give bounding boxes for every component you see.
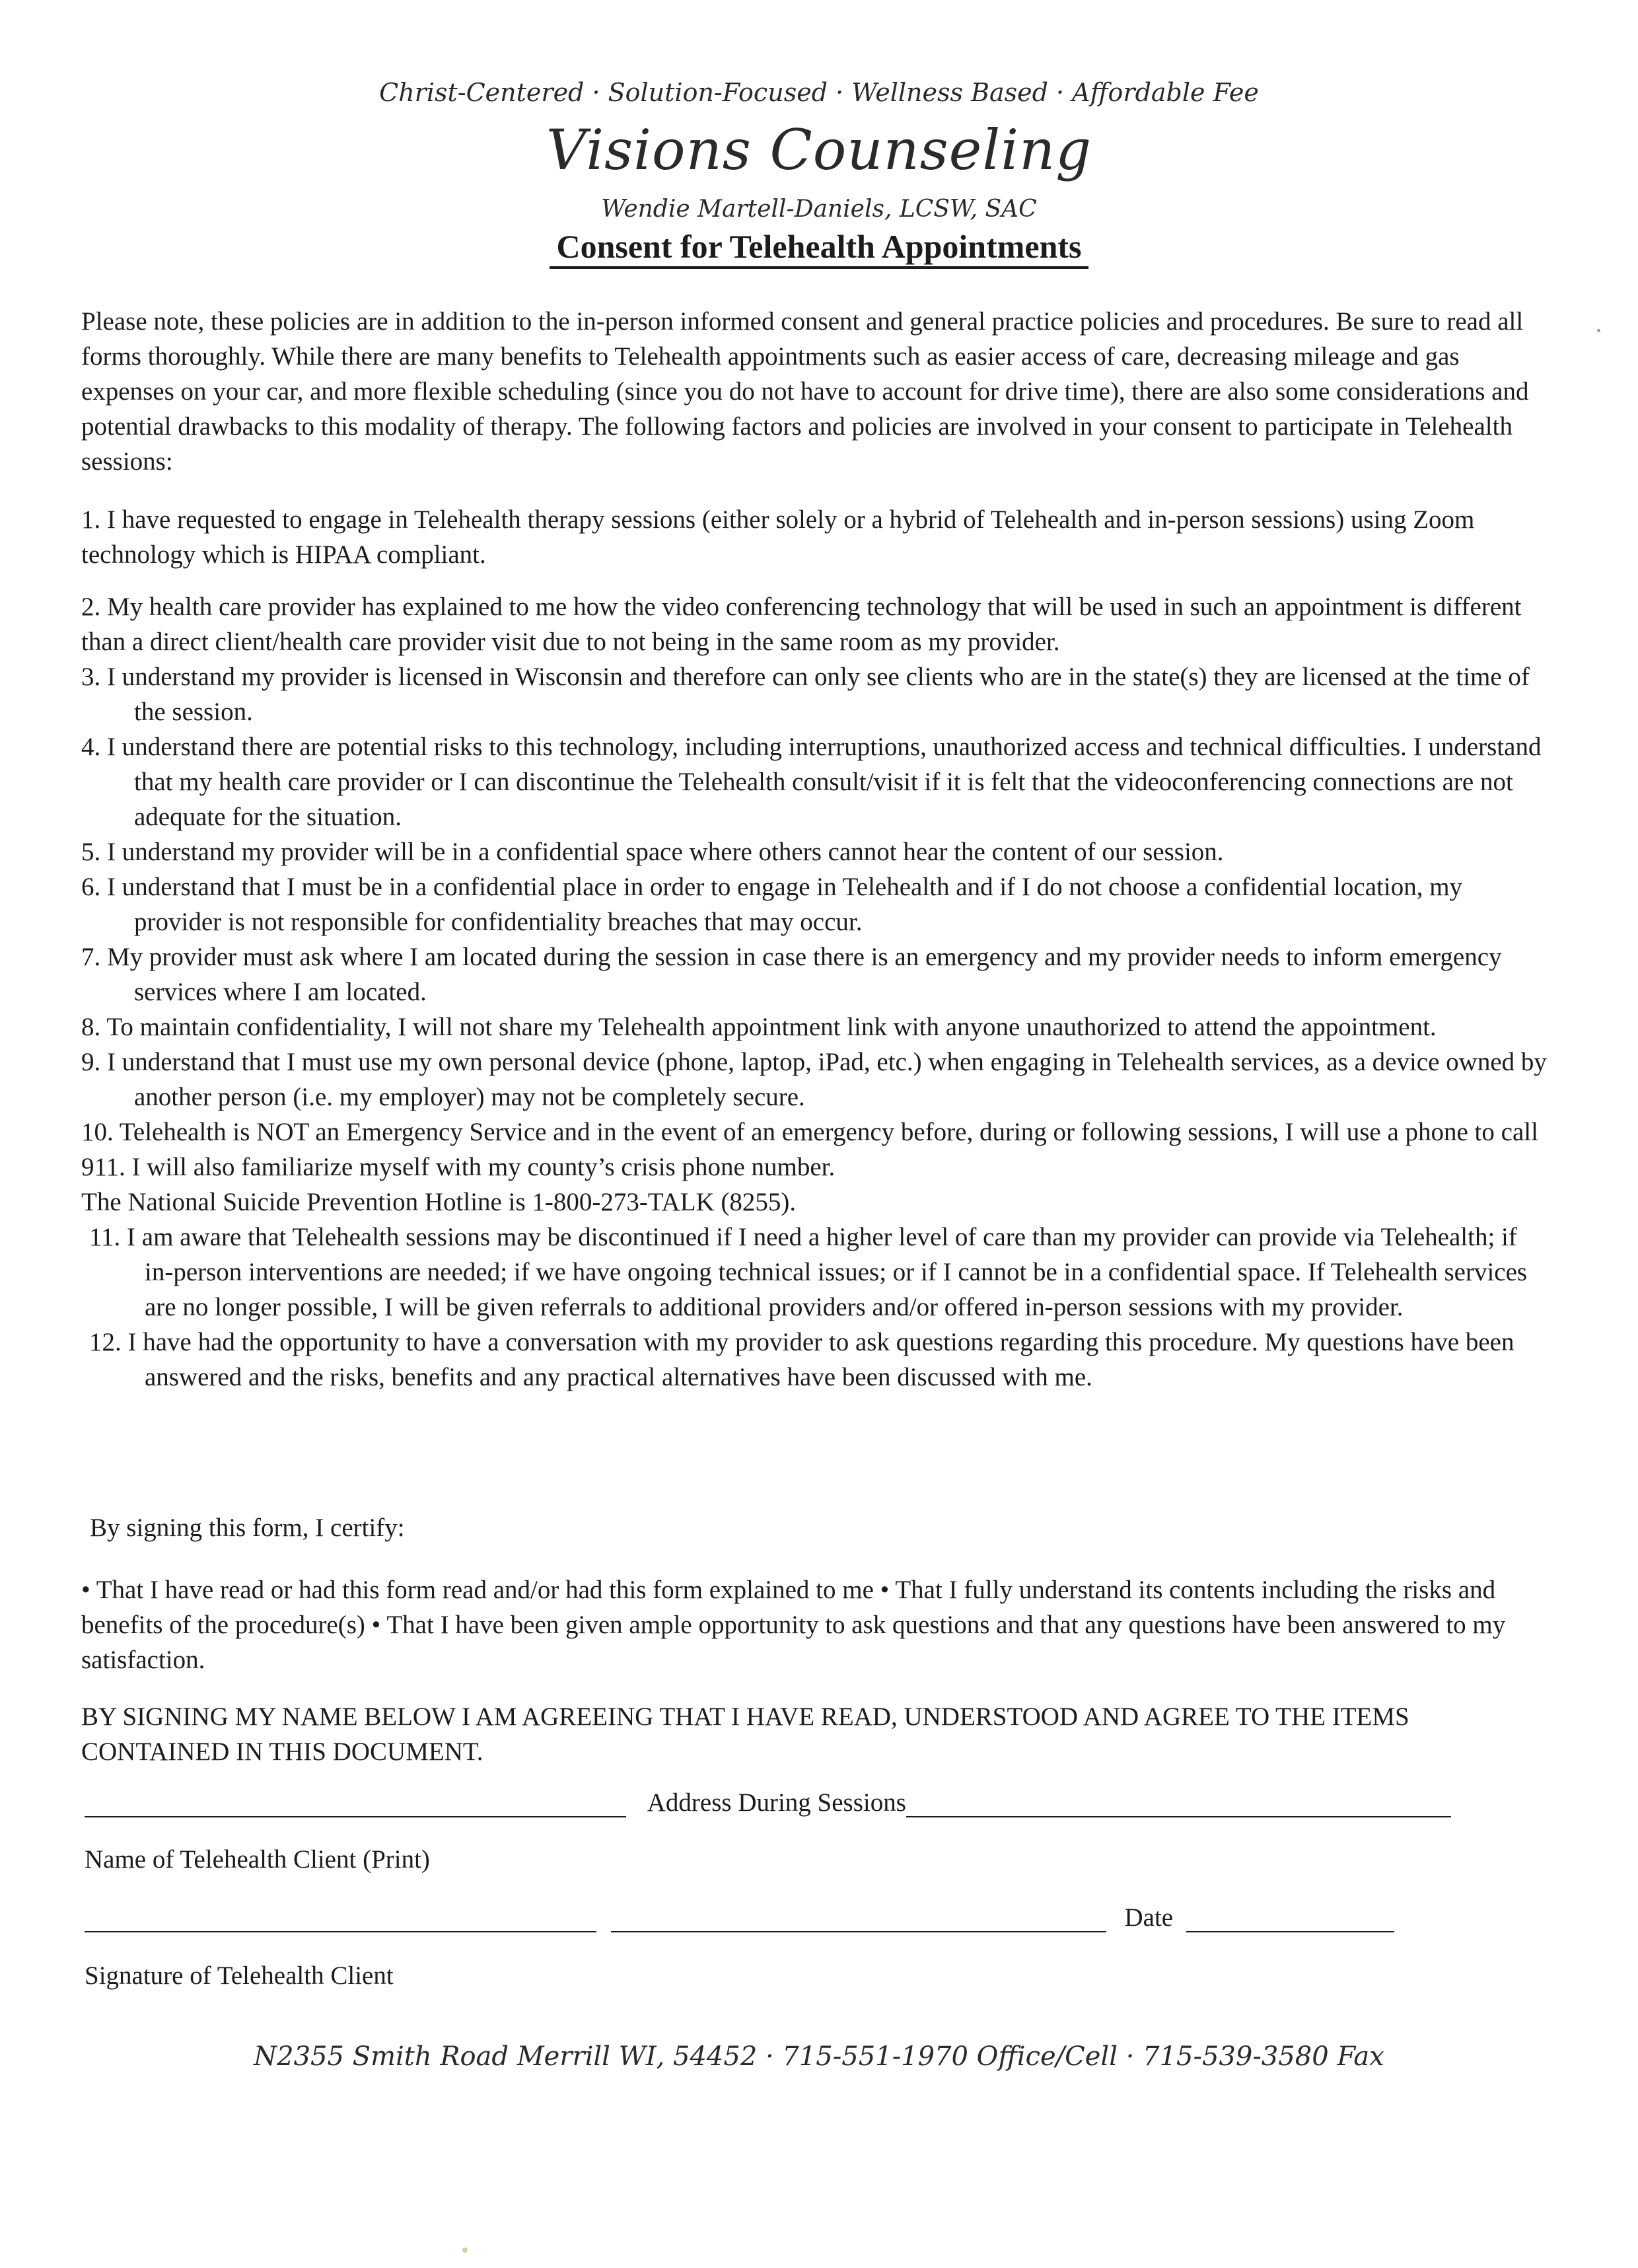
policy-item-3: 3. I understand my provider is licensed in Wisconsin and therefore can only see clients who are in the state(s) they are licensed at the time of the session. [81, 663, 1530, 726]
signature-date-row [85, 1903, 1394, 1932]
practice-contact-footer: N2355 Smith Road Merrill WI, 54452 · 715-551-1970 Office/Cell · 715-539-3580 Fax [254, 2041, 1384, 2072]
policy-item-5: 5. I understand my provider will be in a confidential space where others cannot hear the content of our session. [81, 838, 1224, 866]
practice-tagline: Christ-Centered · Solution-Focused · Wellness Based · Affordable Fee [379, 78, 1259, 107]
second-signature-line[interactable] [611, 1905, 1106, 1932]
client-name-caption: Name of Telehealth Client (Print) [85, 1845, 430, 1874]
client-name-line[interactable] [85, 1790, 626, 1817]
provider-credentials: Wendie Martell-Daniels, LCSW, SAC [601, 196, 1037, 223]
agreement-statement: BY SIGNING MY NAME BELOW I AM AGREEING THAT I HAVE READ, UNDERSTOOD AND AGREE TO THE ITEMS CONTAINED IN THIS DOCUMENT. [81, 1702, 1409, 1766]
policy-item-7: 7. My provider must ask where I am located during the session in case there is an emergency and my provider needs to inform emergency services where I am located. [81, 943, 1502, 1006]
policy-item-8: 8. To maintain confidentiality, I will not share my Telehealth appointment link with anyone unauthorized to attend the appointment. [81, 1013, 1437, 1041]
policy-item-2: 2. My health care provider has explained to me how the video conferencing technology that will be used in such an appointment is different than a direct client/health care provider visit due to not being in the same room as my provider. [81, 593, 1522, 656]
policy-item-12: 12. I have had the opportunity to have a conversation with my provider to ask questions regarding this procedure. My questions have been answered and the risks, benefits and any practical alternatives have been discussed with me. [89, 1328, 1514, 1391]
address-line[interactable] [906, 1790, 1451, 1817]
document-title [0, 227, 1638, 266]
policy-item-6: 6. I understand that I must be in a confidential place in order to engage in Telehealth and if I do not choose a confidential location, my provider is not responsible for confidentiality breaches that may occur. [81, 873, 1463, 936]
date-line[interactable] [1186, 1905, 1394, 1932]
name-address-row [85, 1788, 1451, 1817]
scan-speck [462, 2248, 468, 2253]
policy-item-9: 9. I understand that I must use my own personal device (phone, laptop, iPad, etc.) when engaging in Telehealth services, as a device owned by another person (i.e. my employer) may not be completely secure. [81, 1048, 1547, 1111]
address-label: Address During Sessions [647, 1788, 906, 1817]
certify-statements: • That I have read or had this form read and/or had this form explained to me • That I fully understand its contents including the risks and benefits of the procedure(s) • That I have been given ample opportunity to ask questions and that any questions have been answered to my satisfaction. [81, 1576, 1506, 1674]
policy-item-4: 4. I understand there are potential risks to this technology, including interruptions, unauthorized access and technical difficulties. I understand that my health care provider or I can discontinue the Telehealth consult/visit if it is felt that the videoconferencing connections are not adequate for the situation. [81, 733, 1542, 831]
date-label: Date [1124, 1903, 1174, 1932]
suicide-hotline-note: The National Suicide Prevention Hotline is 1-800-273-TALK (8255). [81, 1188, 797, 1216]
policy-item-1: 1. I have requested to engage in Telehealth therapy sessions (either solely or a hybrid of Telehealth and in-person sessions) using Zoom technology which is HIPAA compliant. [81, 505, 1475, 569]
policy-item-10: 10. Telehealth is NOT an Emergency Service and in the event of an emergency before, during or following sessions, I will use a phone to call 911. I will also familiarize myself with my county’s crisis phone number. [81, 1118, 1538, 1181]
policy-item-11: 11. I am aware that Telehealth sessions may be discontinued if I need a higher level of care than my provider can provide via Telehealth; if in-person interventions are needed; if we have ongoing technical issues; or if I cannot be in a confidential space. If Telehealth services are no longer possible, I will be given referrals to additional providers and/or offered in-person sessions with my provider. [89, 1223, 1528, 1321]
intro-paragraph: Please note, these policies are in addition to the in-person informed consent and general practice policies and procedures. Be sure to read all forms thoroughly. While there are many benefits to Telehealth appointments such as easier access of care, decreasing mileage and gas expenses on your car, and more flexible scheduling (since you do not have to account for drive time), there are also some considerations and potential drawbacks to this modality of therapy. The following factors and policies are involved in your consent to participate in Telehealth sessions: [81, 307, 1529, 476]
signature-line[interactable] [85, 1905, 596, 1932]
certify-heading: By signing this form, I certify: [90, 1514, 405, 1542]
practice-name: Visions Counseling [546, 118, 1092, 182]
policy-list [81, 502, 1551, 1395]
signature-caption: Signature of Telehealth Client [85, 1961, 394, 1990]
scan-speck [1597, 329, 1600, 332]
document-title-text: Consent for Telehealth Appointments [550, 228, 1088, 269]
